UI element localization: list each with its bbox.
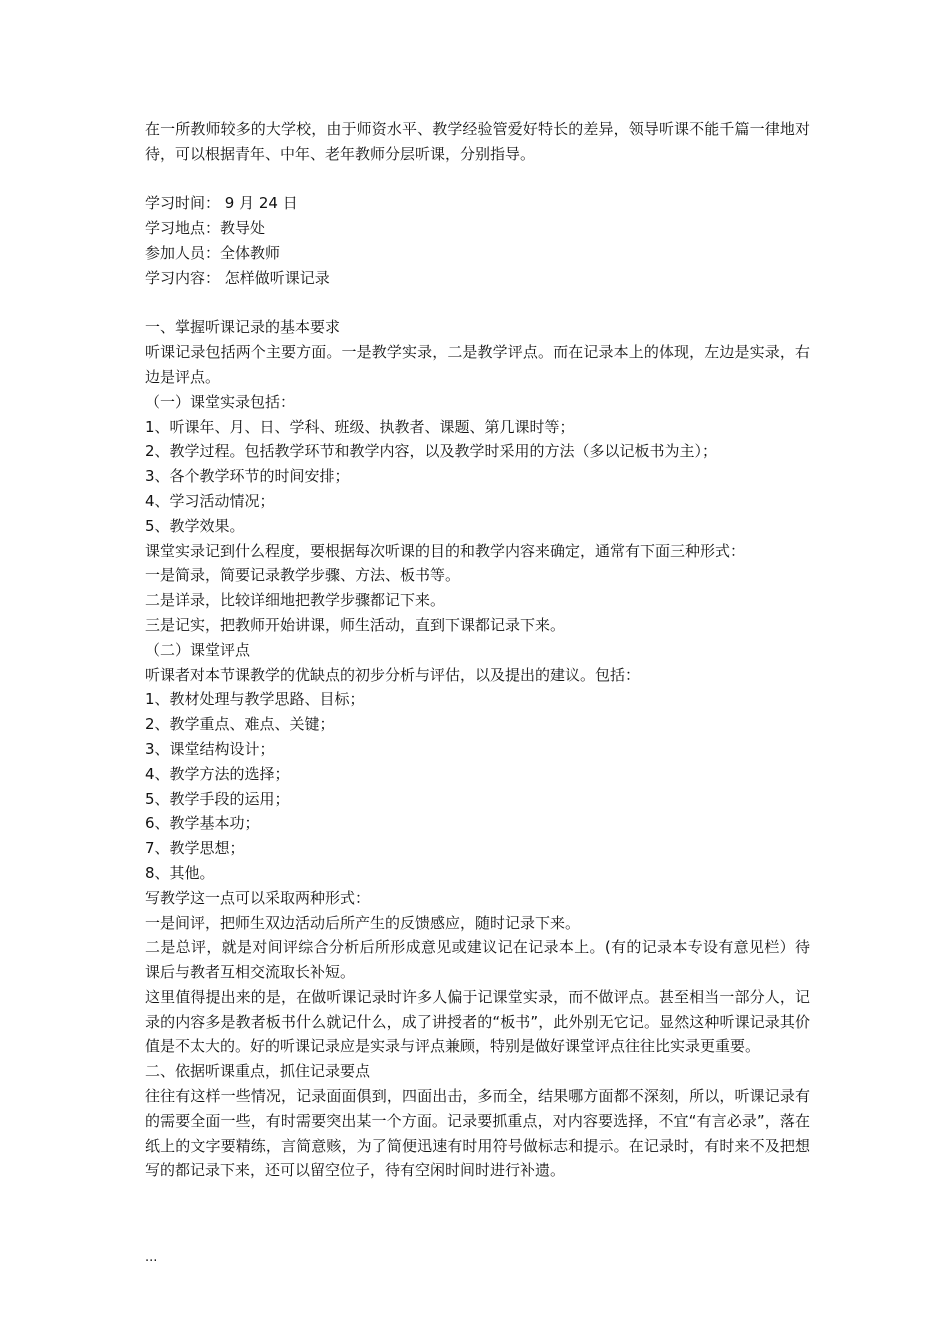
list-item: 1、教材处理与教学思路、目标； (145, 690, 365, 709)
note-paragraph: 这里值得提出来的是，在做听课记录时许多人偏于记课堂实录，而不做评点。甚至相当一部分人，记录的内容多是教者板书什么就记什么，成了讲授者的“板书”，此外别无它记。显然这种听课记录其价值是不太大的。好的听课记录应是实录与评点兼顾，特别是做好课堂评点往往比实录更重要。 (145, 987, 810, 1056)
list-item: 二是总评，就是对间评综合分析后所形成意见或建议记在记录本上。(有的记录本专设有意见栏）待课后与教者互相交流取长补短。 (145, 938, 810, 982)
section1-paragraph: 听课记录包括两个主要方面。一是教学实录，二是教学评点。而在记录本上的体现，左边是实录，右边是评点。 (145, 343, 810, 386)
sub1-heading: （一）课堂实录包括： (145, 392, 296, 411)
list-item: 6、教学基本功； (145, 814, 260, 833)
sub2-heading: （二）课堂评点 (145, 640, 251, 659)
degree-paragraph: 课堂实录记到什么程度，要根据每次听课的目的和教学内容来确定，通常有下面三种形式： (145, 541, 746, 560)
list-item: 3、各个教学环节的时间安排； (145, 467, 350, 486)
list-item: 2、教学过程。包括教学环节和教学内容，以及教学时采用的方法（多以记板书为主）； (145, 442, 718, 461)
meta-time: 学习时间： 9 月 24 日 (145, 194, 298, 213)
ellipsis: ... (145, 1250, 158, 1265)
meta-people: 参加人员：全体教师 (145, 243, 281, 262)
meta-content: 学习内容： 怎样做听课记录 (145, 268, 330, 287)
section1-heading: 一、掌握听课记录的基本要求 (145, 318, 341, 337)
list-item: 8、其他。 (145, 863, 215, 882)
list-item: 2、教学重点、难点、关键； (145, 715, 335, 734)
list-item: 一是间评，把师生双边活动后所产生的反馈感应，随时记录下来。 (145, 913, 581, 932)
list-item: 二是详录，比较详细地把教学步骤都记下来。 (145, 591, 446, 610)
list-item: 三是记实，把教师开始讲课，师生活动，直到下课都记录下来。 (145, 615, 566, 634)
list-item: 1、听课年、月、日、学科、班级、执教者、课题、第几课时等； (145, 417, 575, 436)
meta-place: 学习地点：教导处 (145, 219, 266, 238)
list-item: 一是简录，简要记录教学步骤、方法、板书等。 (145, 566, 461, 585)
list-item: 7、教学思想； (145, 839, 245, 858)
intro-paragraph: 在一所教师较多的大学校，由于师资水平、教学经验管爱好特长的差异，领导听课不能千篇一律地对待，可以根据青年、中年、老年教师分层听课，分别指导。 (145, 120, 810, 163)
section2-heading: 二、依据听课重点，抓住记录要点 (145, 1062, 371, 1081)
document-body (145, 117, 810, 1183)
list-item: 4、学习活动情况； (145, 491, 275, 510)
list-item: 5、教学手段的运用； (145, 789, 290, 808)
forms-intro: 写教学这一点可以采取两种形式： (145, 888, 371, 907)
sub2-intro: 听课者对本节课教学的优缺点的初步分析与评估，以及提出的建议。包括： (145, 665, 641, 684)
section2-paragraph: 往往有这样一些情况，记录面面俱到，四面出击，多而全，结果哪方面都不深刻，所以，听课记录有的需要全面一些，有时需要突出某一个方面。记录要抓重点，对内容要选择，不宜“有言必录”，落在纸上的文字要精练，言简意赅，为了简便迅速有时用符号做标志和提示。在记录时，有时来不及把想写的都记录下来，还可以留空位子，待有空闲时间时进行补遗。 (145, 1087, 810, 1180)
list-item: 5、教学效果。 (145, 516, 245, 535)
list-item: 3、课堂结构设计； (145, 739, 275, 758)
list-item: 4、教学方法的选择； (145, 764, 290, 783)
